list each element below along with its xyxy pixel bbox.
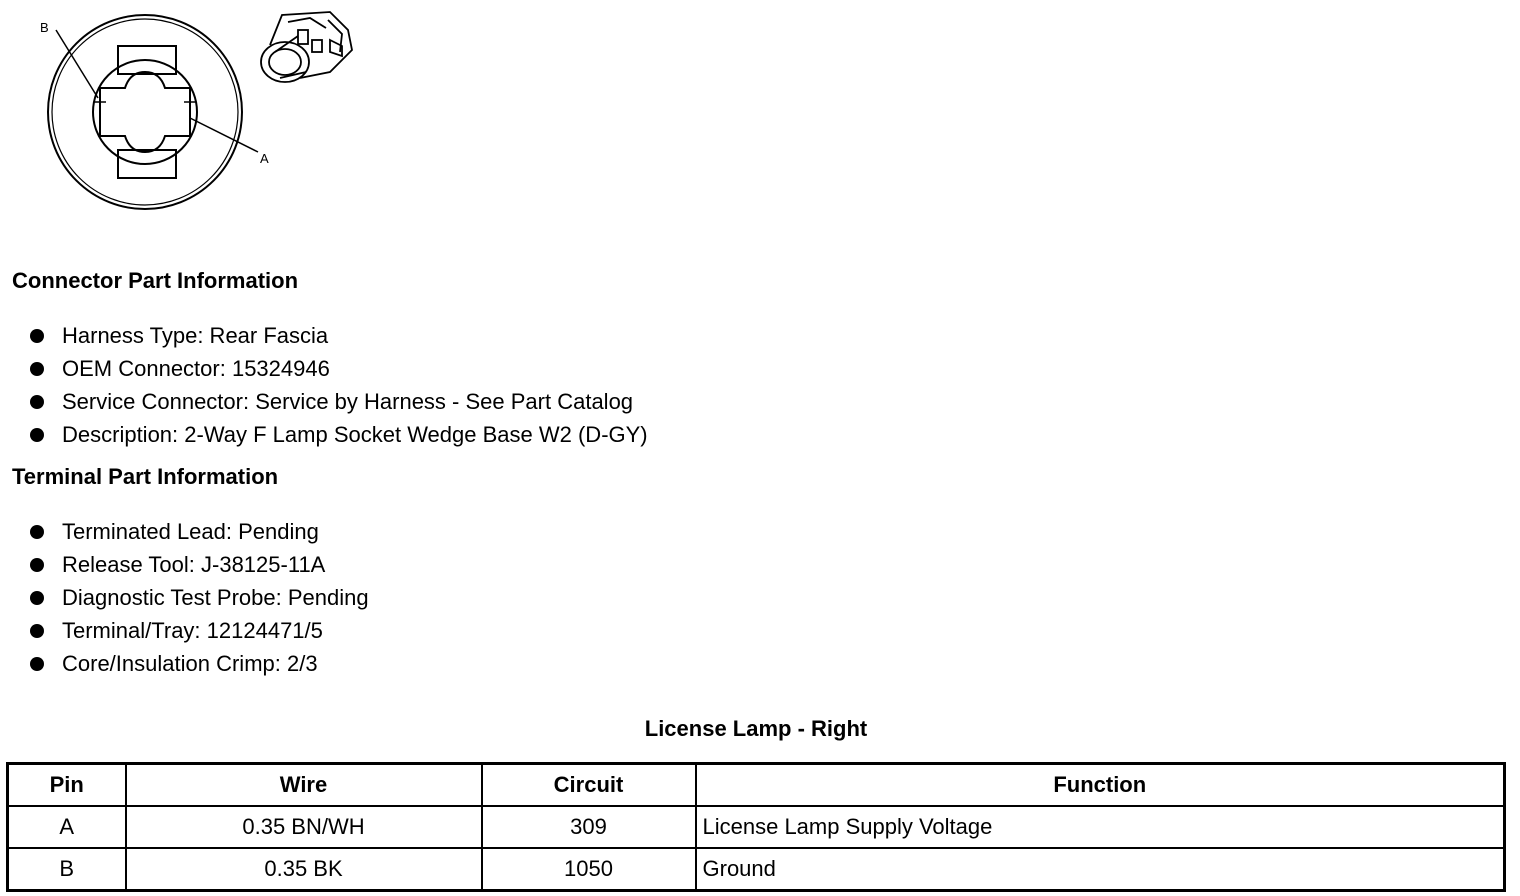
bullet-icon — [30, 558, 44, 572]
terminal-diagnostic-probe: Diagnostic Test Probe: Pending — [62, 585, 369, 610]
socket-perspective-view — [261, 12, 352, 82]
terminal-crimp: Core/Insulation Crimp: 2/3 — [62, 651, 318, 676]
pinout-table — [6, 762, 1506, 892]
connector-description: Description: 2-Way F Lamp Socket Wedge Base W2 (D-GY) — [62, 422, 648, 447]
column-header-circuit: Circuit — [482, 764, 696, 807]
connector-service-connector: Service Connector: Service by Harness - See Part Catalog — [62, 389, 634, 414]
bullet-icon — [30, 657, 44, 671]
connector-oem-connector: OEM Connector: 15324946 — [62, 356, 330, 381]
bullet-icon — [30, 525, 44, 539]
list-item — [28, 647, 369, 680]
list-item — [28, 581, 369, 614]
list-item — [28, 548, 369, 581]
table-row — [8, 848, 1505, 891]
bullet-icon — [30, 624, 44, 638]
terminal-info-list — [28, 515, 369, 680]
pin-cell: A — [8, 806, 126, 848]
list-item — [28, 385, 648, 418]
column-header-function: Function — [696, 764, 1505, 807]
pin-b-callout: B — [40, 20, 49, 35]
function-cell: Ground — [696, 848, 1505, 891]
terminal-part-info-heading: Terminal Part Information — [12, 464, 279, 489]
terminal-tray: Terminal/Tray: 12124471/5 — [62, 618, 323, 643]
column-header-pin: Pin — [8, 764, 126, 807]
connector-info-list — [28, 319, 648, 451]
pin-a-callout: A — [260, 151, 269, 166]
terminal-release-tool: Release Tool: J-38125-11A — [62, 552, 326, 577]
column-header-wire: Wire — [126, 764, 482, 807]
list-item — [28, 418, 648, 451]
bullet-icon — [30, 329, 44, 343]
connector-face-view — [48, 15, 258, 209]
list-item — [28, 614, 369, 647]
bullet-icon — [30, 362, 44, 376]
table-row — [8, 806, 1505, 848]
bullet-icon — [30, 428, 44, 442]
connector-part-info-heading: Connector Part Information — [12, 268, 299, 293]
list-item — [28, 352, 648, 385]
bullet-icon — [30, 591, 44, 605]
function-cell: License Lamp Supply Voltage — [696, 806, 1505, 848]
pin-cell: B — [8, 848, 126, 891]
terminal-terminated-lead: Terminated Lead: Pending — [62, 519, 319, 544]
circuit-cell: 1050 — [482, 848, 696, 891]
bullet-icon — [30, 395, 44, 409]
table-title: License Lamp - Right — [644, 716, 868, 741]
list-item — [28, 515, 369, 548]
wire-cell: 0.35 BN/WH — [126, 806, 482, 848]
wire-cell: 0.35 BK — [126, 848, 482, 891]
connector-harness-type: Harness Type: Rear Fascia — [62, 323, 329, 348]
circuit-cell: 309 — [482, 806, 696, 848]
connector-diagram — [30, 0, 380, 220]
table-header-row — [8, 764, 1505, 807]
list-item — [28, 319, 648, 352]
